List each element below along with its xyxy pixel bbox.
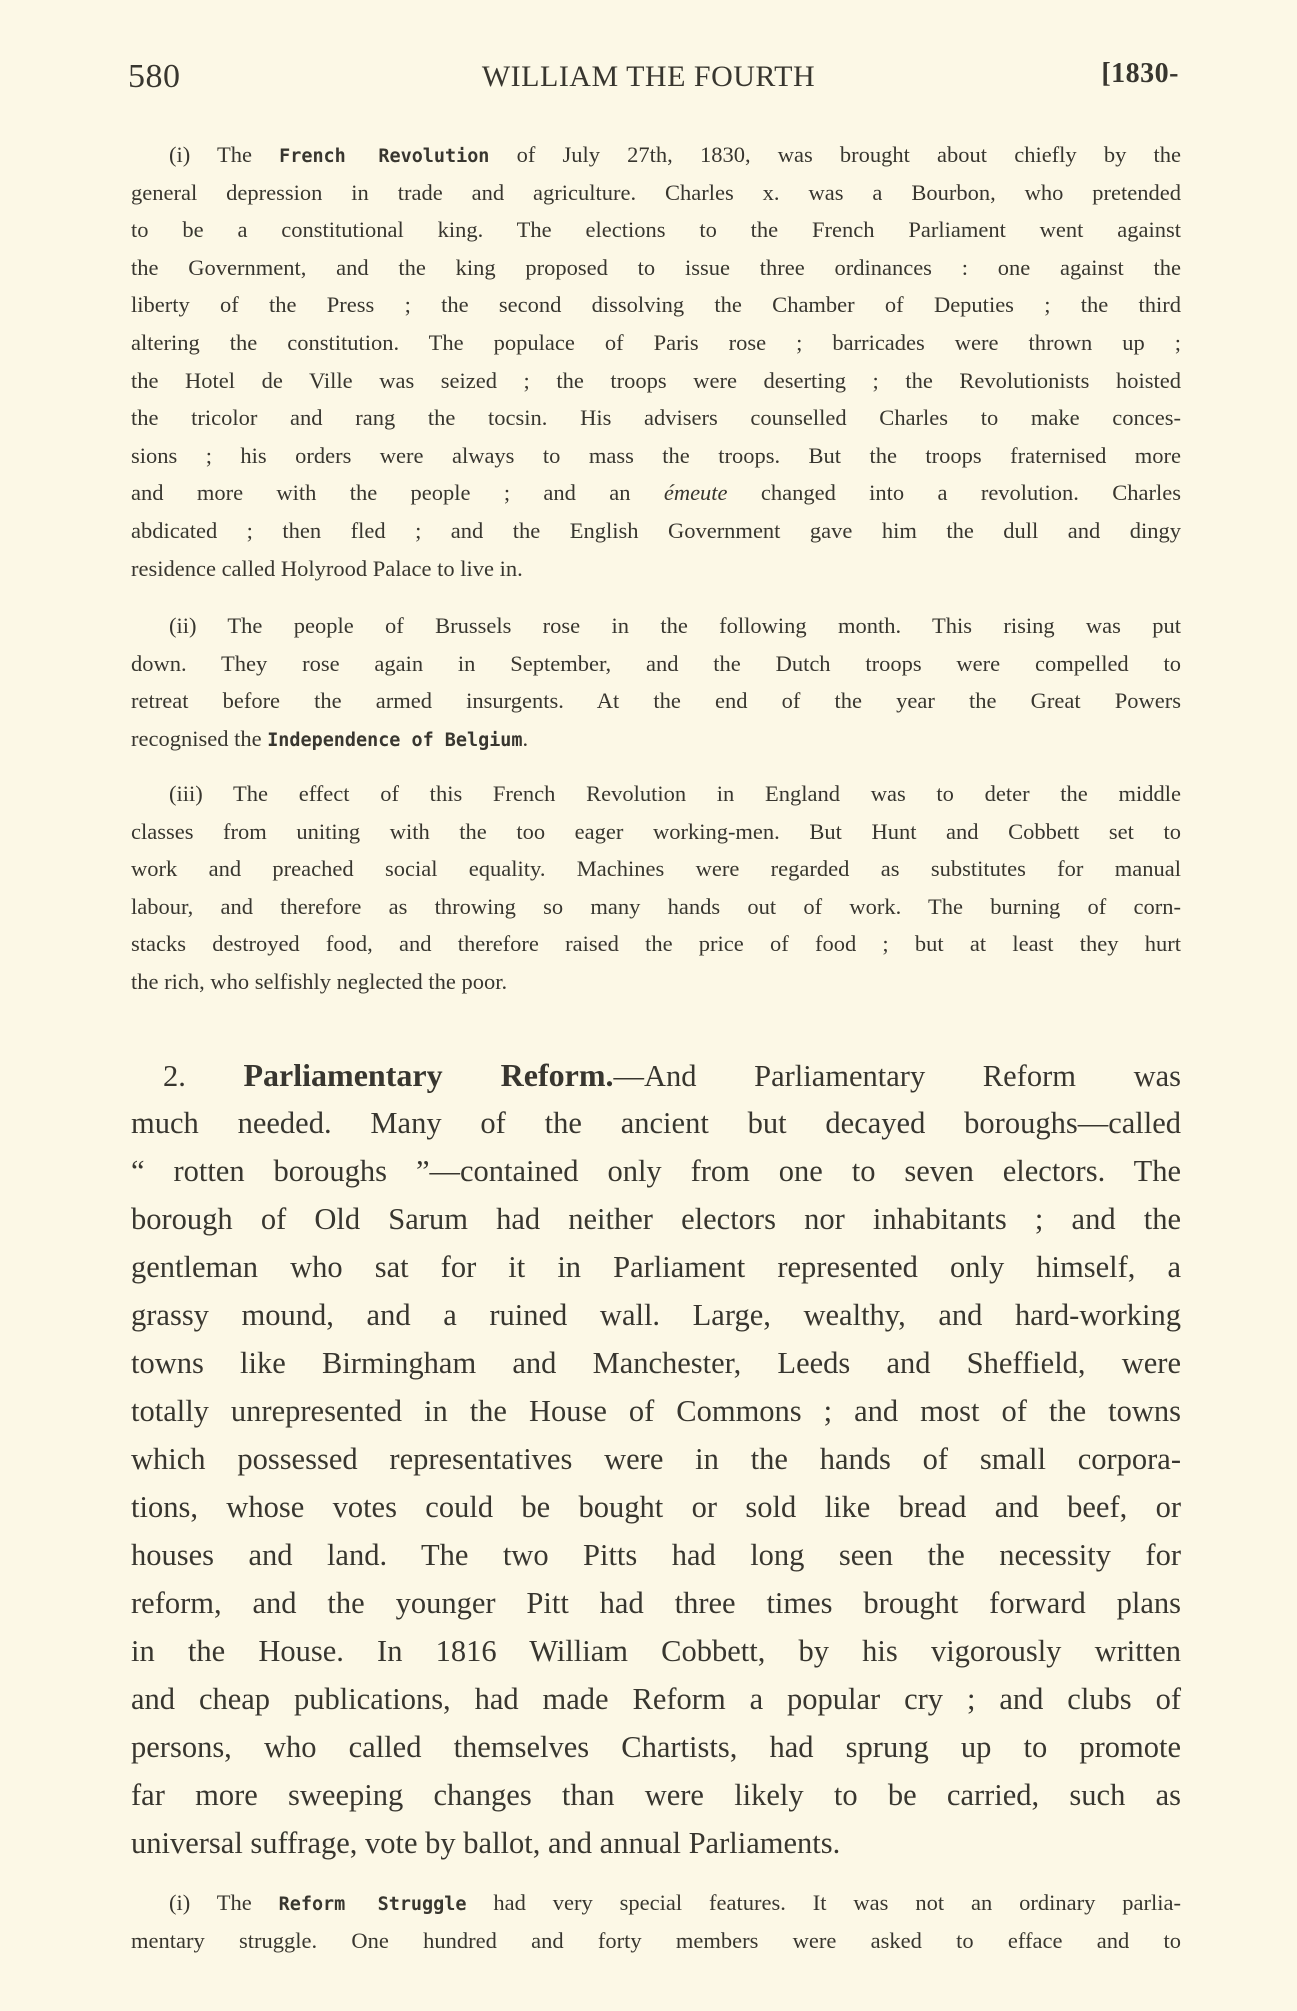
- text-line: [131, 720, 1181, 758]
- text-run: and more with the people ; and an: [131, 480, 664, 506]
- text-run: abdicated ; then fled ; and the English Government gave him the dull and dingy: [131, 517, 1181, 543]
- text-line: [131, 1195, 1181, 1243]
- text-run: liberty of the Press ; the second dissolving the Chamber of Deputies ; the third: [131, 292, 1181, 318]
- running-title: WILLIAM THE FOURTH: [481, 60, 816, 93]
- text-line: [131, 1387, 1181, 1435]
- text-run: altering the constitution. The populace of Paris rose ; barricades were thrown up ;: [131, 329, 1181, 355]
- text-line: [131, 399, 1181, 437]
- section-parliamentary-reform: [131, 1051, 1181, 1867]
- text-line: [131, 474, 1181, 512]
- text-run: “ rotten boroughs ”—contained only from one to seven electors. The: [131, 1154, 1181, 1188]
- text-run: houses and land. The two Pitts had long seen the necessity for: [131, 1538, 1181, 1572]
- text-run: persons, who called themselves Chartists, had sprung up to promote: [131, 1730, 1181, 1764]
- text-line: [131, 437, 1181, 475]
- text-run: of July 27th, 1830, was brought about chiefly by the: [489, 142, 1181, 167]
- text-run: which possessed representatives were in the hands of small corpora-: [131, 1442, 1181, 1476]
- text-line: [131, 682, 1181, 720]
- text-line: [131, 1531, 1181, 1579]
- text-run: had very special features. It was not an ordinary parlia-: [466, 1890, 1181, 1915]
- text-run: gentleman who sat for it in Parliament represented only himself, a: [131, 1250, 1181, 1284]
- text-run: .: [522, 725, 529, 751]
- text-line: [131, 174, 1181, 212]
- text-line: [131, 1675, 1181, 1723]
- text-run: towns like Birmingham and Manchester, Leeds and Sheffield, were: [131, 1346, 1181, 1380]
- text-line: [131, 1147, 1181, 1195]
- text-line: [131, 1723, 1181, 1771]
- bold-term: French Revolution: [279, 146, 490, 167]
- text-line: [131, 1435, 1181, 1483]
- text-run: far more sweeping changes than were likely to be carried, such as: [131, 1778, 1181, 1812]
- text-line: [131, 136, 1181, 174]
- text-line: [131, 324, 1181, 362]
- text-run: labour, and therefore as throwing so many hands out of work. The burning of corn-: [131, 893, 1181, 919]
- text-line: [131, 1771, 1181, 1819]
- text-run: (ii) The people of Brussels rose in the following month. This rising was put: [169, 613, 1181, 638]
- date-range: [1830-: [1101, 58, 1179, 89]
- text-line: [131, 1243, 1181, 1291]
- text-line: [131, 1099, 1181, 1147]
- text-run: the Government, and the king proposed to issue three ordinances : one against the: [131, 254, 1181, 280]
- text-line: [131, 1819, 1181, 1867]
- text-line: [131, 963, 1181, 1001]
- text-run: totally unrepresented in the House of Commons ; and most of the towns: [131, 1394, 1181, 1428]
- text-run: stacks destroyed food, and therefore raised the price of food ; but at least they hurt: [131, 931, 1181, 957]
- text-line: [131, 645, 1181, 683]
- text-line: [131, 775, 1181, 813]
- text-run: tions, whose votes could be bought or sold like bread and beef, or: [131, 1490, 1181, 1524]
- text-line: [131, 1884, 1181, 1922]
- text-line: [131, 850, 1181, 888]
- text-run: retreat before the armed insurgents. At the end of the year the Great Powers: [131, 688, 1181, 714]
- bold-term: Reform Struggle: [278, 1894, 467, 1915]
- text-run: classes from uniting with the too eager working-men. But Hunt and Cobbett set to: [131, 818, 1181, 844]
- note-effect-in-england: [131, 775, 1181, 1001]
- text-run: general depression in trade and agriculture. Charles x. was a Bourbon, who pretended: [131, 179, 1181, 205]
- text-line: [131, 550, 1181, 588]
- text-line: [131, 607, 1181, 645]
- text-line: [131, 813, 1181, 851]
- text-run: recognised the: [131, 725, 268, 751]
- text-run: (i) The: [169, 1890, 279, 1915]
- text-line: [131, 362, 1181, 400]
- text-run: (i) The: [169, 142, 280, 167]
- text-run: residence called Holyrood Palace to live in.: [131, 555, 523, 581]
- text-line: [131, 925, 1181, 963]
- text-line: [131, 888, 1181, 926]
- note-french-revolution: [131, 136, 1181, 587]
- note-reform-struggle: [131, 1884, 1181, 1959]
- text-run: (iii) The effect of this French Revolution in England was to deter the middle: [169, 781, 1181, 806]
- text-run: much needed. Many of the ancient but decayed boroughs—called: [131, 1106, 1181, 1140]
- text-run: mentary struggle. One hundred and forty members were asked to efface and to: [131, 1927, 1181, 1953]
- text-line: [131, 1339, 1181, 1387]
- text-run: the rich, who selfishly neglected the poor.: [131, 968, 508, 994]
- text-run: —And Parliamentary Reform was: [613, 1059, 1182, 1093]
- text-run: borough of Old Sarum had neither electors nor inhabitants ; and the: [131, 1202, 1181, 1236]
- text-run: sions ; his orders were always to mass the troops. But the troops fraternised more: [131, 442, 1181, 468]
- text-line: [131, 1627, 1181, 1675]
- text-line: [131, 512, 1181, 550]
- text-run: the tricolor and rang the tocsin. His advisers counselled Charles to make conces-: [131, 405, 1181, 431]
- text-run: 2.: [163, 1059, 244, 1093]
- text-run: and cheap publications, had made Reform a popular cry ; and clubs of: [131, 1682, 1181, 1716]
- text-run: universal suffrage, vote by ballot, and annual Parliaments.: [131, 1826, 841, 1860]
- text-run: down. They rose again in September, and the Dutch troops were compelled to: [131, 650, 1181, 676]
- italic-term: émeute: [663, 480, 728, 506]
- text-run: to be a constitutional king. The elections to the French Parliament went against: [131, 217, 1181, 243]
- bold-term: Parliamentary Reform.: [243, 1057, 614, 1093]
- text-run: the Hotel de Ville was seized ; the troops were deserting ; the Revolutionists hoisted: [131, 367, 1181, 393]
- text-line: [131, 1291, 1181, 1339]
- note-brussels: [131, 607, 1181, 757]
- text-run: changed into a revolution. Charles: [727, 480, 1181, 506]
- text-line: [131, 1483, 1181, 1531]
- text-line: [131, 286, 1181, 324]
- text-line: [131, 211, 1181, 249]
- text-line: [131, 1579, 1181, 1627]
- text-line: [131, 1051, 1181, 1099]
- text-line: [131, 249, 1181, 287]
- text-run: in the House. In 1816 William Cobbett, by his vigorously written: [131, 1634, 1181, 1668]
- text-run: grassy mound, and a ruined wall. Large, wealthy, and hard-working: [131, 1298, 1181, 1332]
- text-run: reform, and the younger Pitt had three times brought forward plans: [131, 1586, 1181, 1620]
- page-number: 580: [128, 58, 181, 95]
- bold-term: Independence of Belgium: [267, 729, 523, 751]
- text-run: work and preached social equality. Machines were regarded as substitutes for manual: [131, 856, 1181, 882]
- text-line: [131, 1922, 1181, 1960]
